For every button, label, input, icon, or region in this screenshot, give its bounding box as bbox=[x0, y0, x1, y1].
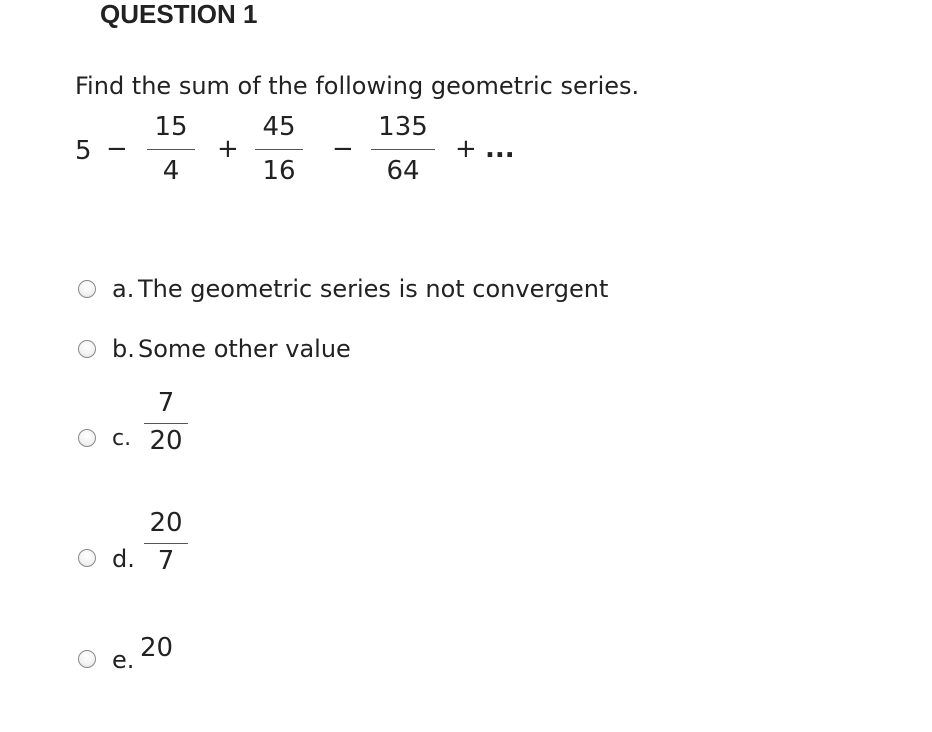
option-a-label: The geometric series is not convergent bbox=[138, 275, 609, 303]
series-term-2 bbox=[147, 112, 195, 192]
option-d-numerator: 20 bbox=[149, 508, 183, 538]
option-d-radio[interactable] bbox=[78, 549, 96, 567]
fraction-bar bbox=[147, 149, 195, 150]
series-term-3-denominator: 16 bbox=[262, 156, 296, 186]
option-c-fraction bbox=[144, 388, 188, 470]
series-term-4 bbox=[371, 112, 435, 192]
fraction-bar bbox=[255, 149, 303, 150]
option-d-fraction bbox=[144, 508, 188, 590]
option-e-radio[interactable] bbox=[78, 650, 96, 668]
series-term-1: 5 bbox=[75, 136, 92, 166]
option-b-radio[interactable] bbox=[78, 340, 96, 358]
option-c-numerator: 7 bbox=[157, 388, 175, 418]
series-operator-2: + bbox=[217, 134, 239, 164]
option-e-letter: e. bbox=[112, 646, 135, 674]
option-a-radio[interactable] bbox=[78, 280, 96, 298]
option-d-denominator: 7 bbox=[157, 546, 175, 576]
series-operator-3: − bbox=[332, 134, 354, 164]
fraction-bar bbox=[371, 149, 435, 150]
series-operator-4: + bbox=[455, 134, 477, 164]
series-term-4-numerator: 135 bbox=[378, 112, 428, 142]
fraction-bar bbox=[144, 543, 188, 544]
option-d-letter: d. bbox=[112, 545, 135, 573]
option-e-value: 20 bbox=[140, 633, 174, 663]
series-term-3-numerator: 45 bbox=[262, 112, 296, 142]
fraction-bar bbox=[144, 423, 188, 424]
option-a-letter: a. bbox=[112, 275, 135, 303]
option-b-letter: b. bbox=[112, 335, 135, 363]
series-term-2-denominator: 4 bbox=[162, 156, 180, 186]
series-term-3 bbox=[255, 112, 303, 192]
series-term-4-denominator: 64 bbox=[386, 156, 420, 186]
option-c-letter: c. bbox=[112, 426, 132, 451]
option-b-label: Some other value bbox=[138, 335, 351, 363]
series-term-2-numerator: 15 bbox=[154, 112, 188, 142]
option-c-denominator: 20 bbox=[149, 426, 183, 456]
question-prompt: Find the sum of the following geometric series. bbox=[75, 72, 640, 100]
series-operator-1: − bbox=[106, 134, 128, 164]
option-c-radio[interactable] bbox=[78, 429, 96, 447]
question-title: QUESTION 1 bbox=[100, 0, 258, 29]
series-expression bbox=[75, 112, 575, 192]
series-ellipsis: ... bbox=[485, 134, 515, 164]
